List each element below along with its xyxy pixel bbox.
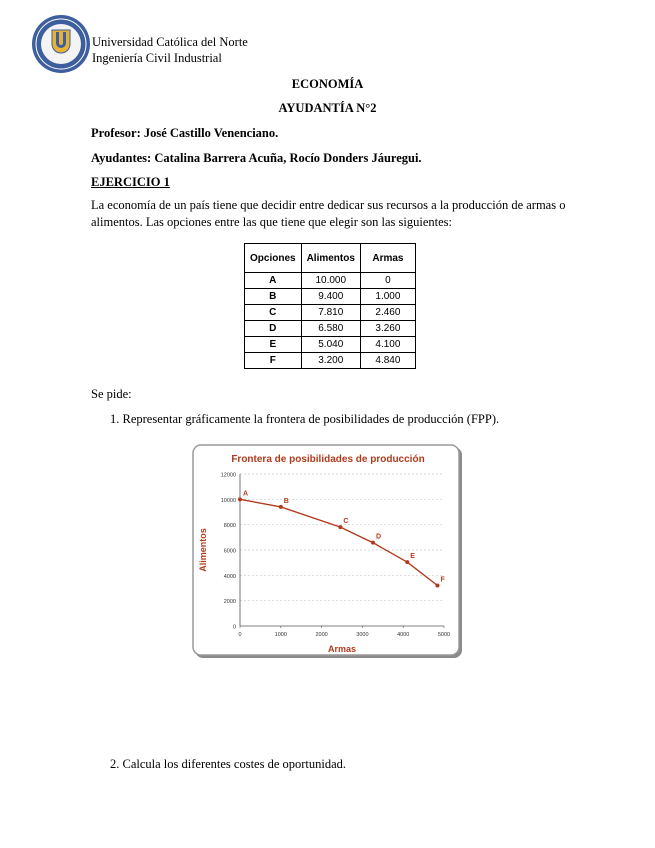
point-label: D: [376, 533, 382, 541]
table-row: [245, 337, 416, 353]
table-cell: 3.200: [301, 353, 360, 369]
table-header-row: [245, 244, 416, 273]
table-cell: A: [245, 273, 302, 289]
y-tick-label: 0: [232, 624, 236, 631]
data-point: [405, 560, 409, 564]
table-cell: F: [245, 353, 302, 369]
table-cell: C: [245, 305, 302, 321]
x-tick-label: 1000: [274, 632, 287, 638]
x-axis-label: Armas: [327, 644, 357, 654]
table-row: [245, 353, 416, 369]
point-label: C: [343, 518, 349, 526]
table-header-cell: Armas: [360, 244, 415, 273]
table-row: [245, 273, 416, 289]
table-cell: 5.040: [301, 337, 360, 353]
table-cell: 9.400: [301, 289, 360, 305]
data-point: [371, 541, 375, 545]
document-title: ECONOMÍA: [291, 77, 364, 91]
data-point: [338, 525, 342, 529]
table-cell: 0: [360, 273, 415, 289]
point-label: E: [410, 553, 415, 561]
table-cell: B: [245, 289, 302, 305]
table-cell: E: [245, 337, 302, 353]
table-row: [245, 305, 416, 321]
point-label: B: [283, 497, 289, 505]
department-name: Ingeniería Civil Industrial: [92, 51, 222, 65]
table-cell: D: [245, 321, 302, 337]
university-logo: [31, 14, 91, 74]
document-subtitle: AYUDANTÍA N°2: [278, 101, 377, 115]
table-cell: 2.460: [360, 305, 415, 321]
x-tick-label: 2000: [315, 632, 328, 638]
table-cell: 10.000: [301, 273, 360, 289]
table-row: [245, 289, 416, 305]
x-tick-label: 3000: [356, 632, 369, 638]
x-tick-label: 4000: [397, 632, 410, 638]
university-name: Universidad Católica del Norte: [92, 35, 248, 49]
y-tick-label: 8000: [223, 523, 236, 530]
question-1: 1. Representar gráficamente la frontera de posibilidades de producción (FPP).: [110, 412, 500, 426]
table-header-cell: Alimentos: [301, 244, 360, 273]
exercise-title: EJERCICIO 1: [91, 175, 170, 189]
y-tick-label: 10000: [220, 497, 236, 504]
y-tick-label: 12000: [220, 472, 236, 479]
data-point: [238, 497, 242, 501]
table-cell: 1.000: [360, 289, 415, 305]
data-point: [279, 505, 283, 509]
se-pide-label: Se pide:: [91, 387, 132, 401]
professor-line: Profesor: José Castillo Venenciano.: [91, 126, 279, 140]
institution-block: [92, 34, 248, 66]
chart-title: Frontera de posibilidades de producción: [231, 454, 425, 465]
table-cell: 3.260: [360, 321, 415, 337]
y-tick-label: 2000: [223, 599, 236, 606]
y-tick-label: 6000: [223, 548, 236, 555]
y-axis-label: Alimentos: [198, 528, 208, 572]
x-tick-label: 0: [238, 632, 242, 638]
question-2: 2. Calcula los diferentes costes de oportunidad.: [110, 757, 347, 771]
x-tick-label: 5000: [437, 632, 451, 638]
table-cell: 4.100: [360, 337, 415, 353]
fpp-chart: [192, 444, 464, 660]
table-row: [245, 321, 416, 337]
data-point: [435, 583, 439, 587]
table-cell: 7.810: [301, 305, 360, 321]
y-tick-label: 4000: [223, 573, 236, 580]
exercise-text: La economía de un país tiene que decidir entre dedicar sus recursos a la producción de armas o alimentos. Las opciones entre las que tiene que elegir son las siguientes:: [91, 198, 566, 229]
table-header-cell: Opciones: [245, 244, 302, 273]
table-cell: 6.580: [301, 321, 360, 337]
options-table: [244, 243, 416, 369]
point-label: A: [243, 490, 249, 498]
table-cell: 4.840: [360, 353, 415, 369]
assistants-line: Ayudantes: Catalina Barrera Acuña, Rocío Donders Jáuregui.: [91, 151, 422, 165]
point-label: F: [440, 576, 445, 584]
